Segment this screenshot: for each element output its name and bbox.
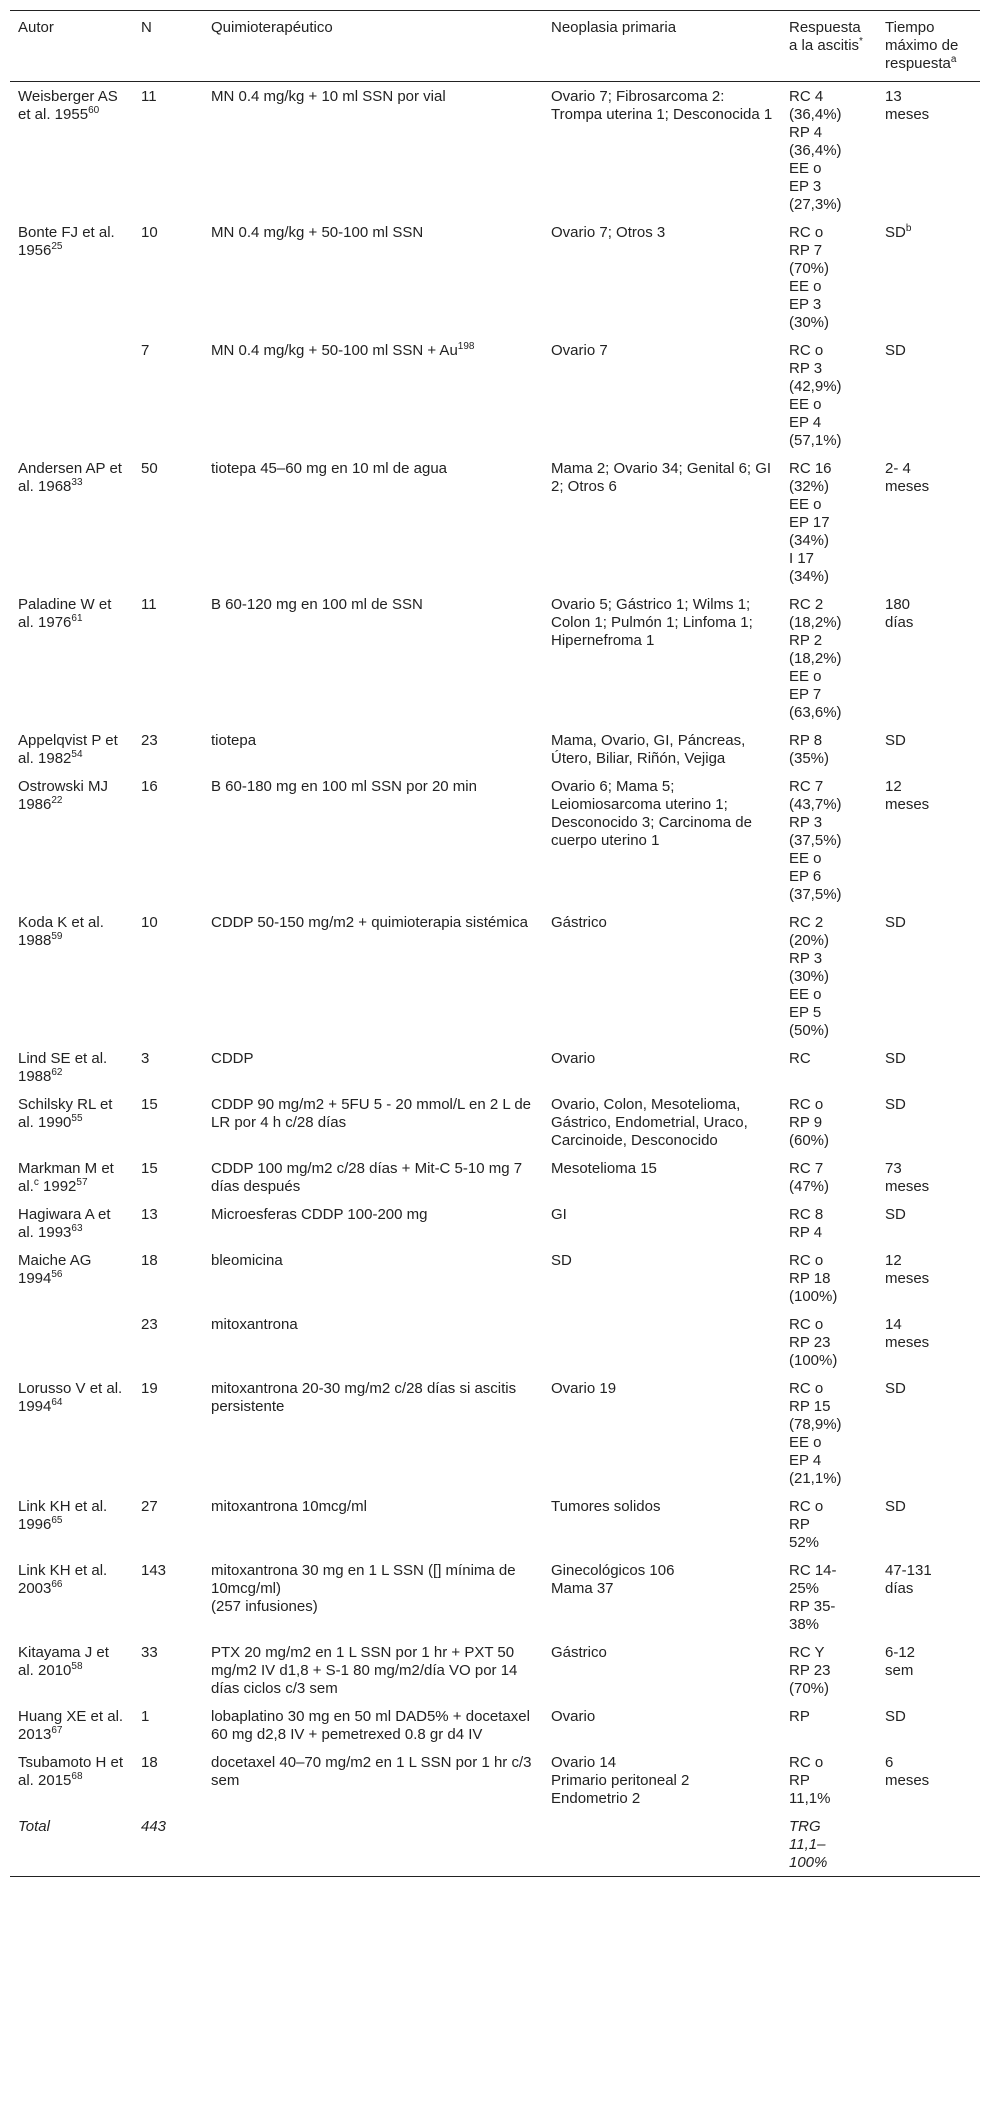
table-row: [10, 1748, 980, 1812]
autor-reference: 57: [76, 1177, 88, 1188]
header-quimio: Quimioterapéutico: [211, 19, 333, 36]
table-row: [10, 1702, 980, 1748]
quimio-text: bleomicina: [211, 1252, 283, 1269]
header-n: N: [141, 19, 152, 36]
cell-respuesta: RC o RP 11,1%: [789, 1754, 831, 1807]
cell-neoplasia: Ginecológicos 106 Mama 37: [551, 1562, 675, 1597]
cell-tiempo: [877, 772, 980, 908]
quimio-text: PTX 20 mg/m2 en 1 L SSN por 1 hr + PXT 50 mg/m2 IV d1,8 + S-1 80 mg/m2/día VO por 14 días ciclos c/3 sem: [211, 1644, 518, 1697]
quimio-text: CDDP 50-150 mg/m2 + quimioterapia sistémica: [211, 914, 528, 931]
cell-quimio: [203, 1090, 543, 1154]
cell-autor: [10, 1310, 133, 1374]
cell-quimio: [203, 590, 543, 726]
cell-n: 16: [141, 778, 158, 795]
autor-name: Lind SE et al. 1988: [18, 1050, 108, 1085]
total-empty-quimio: [203, 1812, 543, 1877]
cell-tiempo: [877, 1702, 980, 1748]
cell-neoplasia: Ovario 14 Primario peritoneal 2 Endometrio 2: [551, 1754, 690, 1807]
total-n: 443: [141, 1818, 167, 1835]
autor-reference: 33: [71, 477, 83, 488]
table-row: [10, 1374, 980, 1492]
total-empty-tiempo: [877, 1812, 980, 1877]
header-autor: Autor: [18, 19, 54, 36]
quimio-text: tiotepa: [211, 732, 257, 749]
tiempo-text: SD: [885, 342, 906, 359]
cell-quimio: [203, 1200, 543, 1246]
table-row: [10, 772, 980, 908]
table-row: [10, 726, 980, 772]
cell-neoplasia: Tumores solidos: [551, 1498, 661, 1515]
cell-autor: [10, 1638, 133, 1702]
cell-neoplasia: GI: [551, 1206, 567, 1223]
cell-n: 1: [141, 1708, 150, 1725]
autor-name: Schilsky RL et al. 1990: [18, 1096, 113, 1131]
quimio-text: CDDP: [211, 1050, 254, 1067]
autor-reference: 54: [71, 749, 83, 760]
quimio-text: B 60-120 mg en 100 ml de SSN: [211, 596, 423, 613]
cell-n: 50: [141, 460, 158, 477]
cell-autor: [10, 1200, 133, 1246]
cell-tiempo: [877, 1638, 980, 1702]
cell-respuesta: RC o RP 3 (42,9%) EE o EP 4 (57,1%): [789, 342, 842, 449]
quimio-text: docetaxel 40–70 mg/m2 en 1 L SSN por 1 hr c/3 sem: [211, 1754, 532, 1789]
cell-respuesta: RC o RP 52%: [789, 1498, 824, 1551]
cell-respuesta: RP 8 (35%): [789, 732, 830, 767]
quimio-text: CDDP 90 mg/m2 + 5FU 5 - 20 mmol/L en 2 L de LR por 4 h c/28 días: [211, 1096, 532, 1131]
autor-reference: 56: [51, 1269, 63, 1280]
autor-reference: 66: [51, 1579, 63, 1590]
cell-tiempo: [877, 1200, 980, 1246]
quimio-text: mitoxantrona: [211, 1316, 298, 1333]
cell-n: 33: [141, 1644, 158, 1661]
table-row: [10, 908, 980, 1044]
quimio-text: MN 0.4 mg/kg + 50-100 ml SSN: [211, 224, 424, 241]
autor-name: Paladine W et al. 1976: [18, 596, 112, 631]
autor-reference: 68: [71, 1771, 83, 1782]
autor-reference: 59: [51, 931, 63, 942]
quimio-text: lobaplatino 30 mg en 50 ml DAD5% + docetaxel 60 mg d2,8 IV + pemetrexed 0.8 gr d4 IV: [211, 1708, 530, 1743]
cell-respuesta: RC 4 (36,4%) RP 4 (36,4%) EE o EP 3 (27,3%): [789, 88, 842, 213]
cell-n: 15: [141, 1096, 158, 1113]
table-row: [10, 1200, 980, 1246]
header-tiempo-label: Tiempo máximo de respuesta: [885, 19, 959, 72]
tiempo-text: SD: [885, 1096, 906, 1113]
cell-quimio: [203, 82, 543, 219]
cell-tiempo: [877, 590, 980, 726]
quimio-text: MN 0.4 mg/kg + 10 ml SSN por vial: [211, 88, 446, 105]
cell-autor: [10, 1748, 133, 1812]
autor-name: Lorusso V et al. 1994: [18, 1380, 123, 1415]
cell-autor: [10, 908, 133, 1044]
cell-tiempo: [877, 336, 980, 454]
cell-tiempo: [877, 1556, 980, 1638]
autor-name: Koda K et al. 1988: [18, 914, 104, 949]
cell-respuesta: RC 14- 25% RP 35- 38%: [789, 1562, 837, 1633]
autor-reference: 55: [71, 1113, 83, 1124]
quimio-text: CDDP 100 mg/m2 c/28 días + Mit-C 5-10 mg 7 días después: [211, 1160, 523, 1195]
autor-name: Andersen AP et al. 1968: [18, 460, 122, 495]
cell-autor: [10, 1090, 133, 1154]
cell-neoplasia: Gástrico: [551, 914, 607, 931]
header-tiempo-footnote: a: [950, 54, 957, 65]
cell-tiempo: [877, 1748, 980, 1812]
cell-respuesta: RC o RP 18 (100%): [789, 1252, 838, 1305]
cell-respuesta: RC 2 (18,2%) RP 2 (18,2%) EE o EP 7 (63,6%): [789, 596, 842, 721]
table-row: [10, 1492, 980, 1556]
cell-n: 13: [141, 1206, 158, 1223]
cell-autor: [10, 454, 133, 590]
cell-n: 11: [141, 88, 157, 105]
cell-neoplasia: Ovario 7; Otros 3: [551, 224, 666, 241]
cell-n: 10: [141, 224, 158, 241]
table-row: [10, 1044, 980, 1090]
table-row: [10, 1090, 980, 1154]
autor-name: Bonte FJ et al. 1956: [18, 224, 115, 259]
autor-name: Hagiwara A et al. 1993: [18, 1206, 111, 1241]
tiempo-text: SD: [885, 1050, 906, 1067]
autor-name: Maiche AG 1994: [18, 1252, 92, 1287]
cell-neoplasia: Ovario 7: [551, 342, 608, 359]
quimio-text: mitoxantrona 30 mg en 1 L SSN ([] mínima de 10mcg/ml) (257 infusiones): [211, 1562, 516, 1615]
cell-respuesta: RC o RP 23 (100%): [789, 1316, 838, 1369]
cell-tiempo: [877, 1310, 980, 1374]
cell-autor: [10, 82, 133, 219]
tiempo-text: SD: [885, 914, 906, 931]
tiempo-text: SD: [885, 732, 906, 749]
autor-reference: 62: [51, 1067, 63, 1078]
cell-respuesta: RC 8 RP 4: [789, 1206, 824, 1241]
cell-respuesta: RP: [789, 1708, 810, 1725]
tiempo-text: 12 meses: [885, 1252, 930, 1287]
cell-respuesta: RC o RP 9 (60%): [789, 1096, 830, 1149]
header-neoplasia: Neoplasia primaria: [551, 19, 677, 36]
cell-quimio: [203, 218, 543, 336]
cell-quimio: [203, 1310, 543, 1374]
cell-neoplasia: Ovario: [551, 1050, 596, 1067]
cell-quimio: [203, 1492, 543, 1556]
autor-name: Link KH et al. 2003: [18, 1562, 108, 1597]
cell-tiempo: [877, 1154, 980, 1200]
cell-neoplasia: Mama 2; Ovario 34; Genital 6; GI 2; Otros 6: [551, 460, 772, 495]
cell-neoplasia: Ovario, Colon, Mesotelioma, Gástrico, Endometrial, Uraco, Carcinoide, Desconocido: [551, 1096, 748, 1149]
quimio-isotope: 198: [457, 341, 475, 352]
header-respuesta-footnote: *: [859, 36, 863, 47]
cell-autor: [10, 590, 133, 726]
cell-quimio: [203, 1044, 543, 1090]
tiempo-text: SD: [885, 1708, 906, 1725]
tiempo-text: 13 meses: [885, 88, 930, 123]
cell-tiempo: [877, 1246, 980, 1310]
table-row: [10, 1154, 980, 1200]
cell-neoplasia: Ovario 6; Mama 5; Leiomiosarcoma uterino 1; Desconocido 3; Carcinoma de cuerpo uterino 1: [551, 778, 752, 849]
cell-neoplasia: Ovario: [551, 1708, 596, 1725]
autor-name: Link KH et al. 1996: [18, 1498, 108, 1533]
ascitis-chemotherapy-table: [10, 10, 980, 1877]
tiempo-text: 6-12 sem: [885, 1644, 916, 1679]
tiempo-text: 12 meses: [885, 778, 930, 813]
table-row: [10, 590, 980, 726]
table-row: [10, 1556, 980, 1638]
table-row: [10, 1638, 980, 1702]
cell-quimio: [203, 336, 543, 454]
tiempo-text: 73 meses: [885, 1160, 930, 1195]
quimio-text: Microesferas CDDP 100-200 mg: [211, 1206, 428, 1223]
tiempo-text: 180 días: [885, 596, 914, 631]
autor-footnote: c: [33, 1177, 39, 1188]
cell-neoplasia: Gástrico: [551, 1644, 607, 1661]
cell-quimio: [203, 1154, 543, 1200]
autor-reference: 65: [51, 1515, 63, 1526]
cell-neoplasia: Ovario 7; Fibrosarcoma 2: Trompa uterina 1; Desconocida 1: [551, 88, 773, 123]
cell-autor: [10, 1154, 133, 1200]
autor-name: Kitayama J et al. 2010: [18, 1644, 109, 1679]
total-empty-neoplasia: [543, 1812, 781, 1877]
cell-respuesta: RC o RP 7 (70%) EE o EP 3 (30%): [789, 224, 830, 331]
total-label: Total: [18, 1818, 50, 1835]
cell-quimio: [203, 1748, 543, 1812]
header-tiempo: [877, 11, 980, 82]
autor-name: Ostrowski MJ 1986: [18, 778, 108, 813]
autor-name: Markman M et al.: [18, 1160, 114, 1195]
autor-name: Huang XE et al. 2013: [18, 1708, 124, 1743]
cell-autor: [10, 726, 133, 772]
cell-autor: [10, 1702, 133, 1748]
cell-quimio: [203, 1374, 543, 1492]
table-row: [10, 1246, 980, 1310]
autor-reference: 60: [88, 105, 100, 116]
table-header-row: [10, 11, 980, 82]
autor-reference: 22: [51, 795, 63, 806]
autor-reference: 67: [51, 1725, 63, 1736]
cell-tiempo: [877, 1090, 980, 1154]
autor-name: Weisberger AS et al. 1955: [18, 88, 118, 123]
cell-n: 23: [141, 732, 158, 749]
cell-n: 18: [141, 1252, 158, 1269]
cell-neoplasia: Mama, Ovario, GI, Páncreas, Útero, Biliar, Riñón, Vejiga: [551, 732, 746, 767]
quimio-text: tiotepa 45–60 mg en 10 ml de agua: [211, 460, 448, 477]
cell-neoplasia: SD: [551, 1252, 572, 1269]
cell-tiempo: [877, 1374, 980, 1492]
cell-quimio: [203, 772, 543, 908]
autor-name: Tsubamoto H et al. 2015: [18, 1754, 124, 1789]
cell-n: 3: [141, 1050, 150, 1067]
cell-respuesta: RC o RP 15 (78,9%) EE o EP 4 (21,1%): [789, 1380, 842, 1487]
autor-year: 1992: [38, 1178, 77, 1195]
table-body: [10, 82, 980, 1877]
tiempo-text: SD: [885, 1206, 906, 1223]
autor-reference: 58: [71, 1661, 83, 1672]
cell-n: 23: [141, 1316, 158, 1333]
cell-respuesta: RC 2 (20%) RP 3 (30%) EE o EP 5 (50%): [789, 914, 830, 1039]
quimio-text: MN 0.4 mg/kg + 50-100 ml SSN + Au: [211, 342, 458, 359]
table-row: [10, 454, 980, 590]
cell-respuesta: RC 7 (47%): [789, 1160, 830, 1195]
cell-quimio: [203, 454, 543, 590]
cell-respuesta: RC 16 (32%) EE o EP 17 (34%) I 17 (34%): [789, 460, 832, 585]
cell-neoplasia: Ovario 19: [551, 1380, 617, 1397]
quimio-text: B 60-180 mg en 100 ml SSN por 20 min: [211, 778, 477, 795]
cell-n: 27: [141, 1498, 158, 1515]
total-respuesta: TRG 11,1– 100%: [789, 1818, 828, 1871]
cell-quimio: [203, 1246, 543, 1310]
cell-n: 10: [141, 914, 158, 931]
autor-reference: 25: [51, 241, 63, 252]
cell-quimio: [203, 1702, 543, 1748]
table-row: [10, 1310, 980, 1374]
cell-n: 18: [141, 1754, 158, 1771]
cell-n: 7: [141, 342, 150, 359]
cell-n: 143: [141, 1562, 167, 1579]
tiempo-text: 2- 4 meses: [885, 460, 930, 495]
cell-quimio: [203, 908, 543, 1044]
tiempo-text: 47-131 días: [885, 1562, 932, 1597]
cell-neoplasia: [543, 1310, 781, 1374]
cell-n: 15: [141, 1160, 158, 1177]
cell-autor: [10, 772, 133, 908]
tiempo-text: SD: [885, 1498, 906, 1515]
cell-quimio: [203, 1638, 543, 1702]
autor-reference: 64: [51, 1397, 63, 1408]
header-respuesta-label: Respuesta a la ascitis: [789, 19, 861, 54]
cell-autor: [10, 1246, 133, 1310]
cell-respuesta: RC: [789, 1050, 811, 1067]
cell-autor: [10, 1556, 133, 1638]
cell-tiempo: [877, 1492, 980, 1556]
tiempo-text: 6 meses: [885, 1754, 930, 1789]
tiempo-footnote: b: [905, 223, 912, 234]
autor-reference: 63: [71, 1223, 83, 1234]
cell-autor: [10, 336, 133, 454]
autor-reference: 61: [71, 613, 83, 624]
cell-autor: [10, 1044, 133, 1090]
tiempo-text: SD: [885, 1380, 906, 1397]
cell-tiempo: [877, 908, 980, 1044]
cell-tiempo: [877, 218, 980, 336]
tiempo-text: 14 meses: [885, 1316, 930, 1351]
table-row: [10, 336, 980, 454]
autor-name: Appelqvist P et al. 1982: [18, 732, 118, 767]
cell-neoplasia: Mesotelioma 15: [551, 1160, 657, 1177]
table-row: [10, 82, 980, 219]
cell-n: 11: [141, 596, 157, 613]
cell-n: 19: [141, 1380, 158, 1397]
quimio-text: mitoxantrona 20-30 mg/m2 c/28 días si ascitis persistente: [211, 1380, 517, 1415]
cell-autor: [10, 218, 133, 336]
cell-quimio: [203, 1556, 543, 1638]
cell-autor: [10, 1374, 133, 1492]
total-row: [10, 1812, 980, 1877]
cell-tiempo: [877, 726, 980, 772]
cell-autor: [10, 1492, 133, 1556]
header-respuesta: [781, 11, 877, 82]
cell-tiempo: [877, 1044, 980, 1090]
quimio-text: mitoxantrona 10mcg/ml: [211, 1498, 367, 1515]
cell-tiempo: [877, 454, 980, 590]
table-row: [10, 218, 980, 336]
cell-neoplasia: Ovario 5; Gástrico 1; Wilms 1; Colon 1; Pulmón 1; Linfoma 1; Hipernefroma 1: [551, 596, 753, 649]
cell-quimio: [203, 726, 543, 772]
cell-tiempo: [877, 82, 980, 219]
cell-respuesta: RC 7 (43,7%) RP 3 (37,5%) EE o EP 6 (37,5%): [789, 778, 842, 903]
cell-respuesta: RC Y RP 23 (70%): [789, 1644, 831, 1697]
tiempo-text: SD: [885, 224, 906, 241]
